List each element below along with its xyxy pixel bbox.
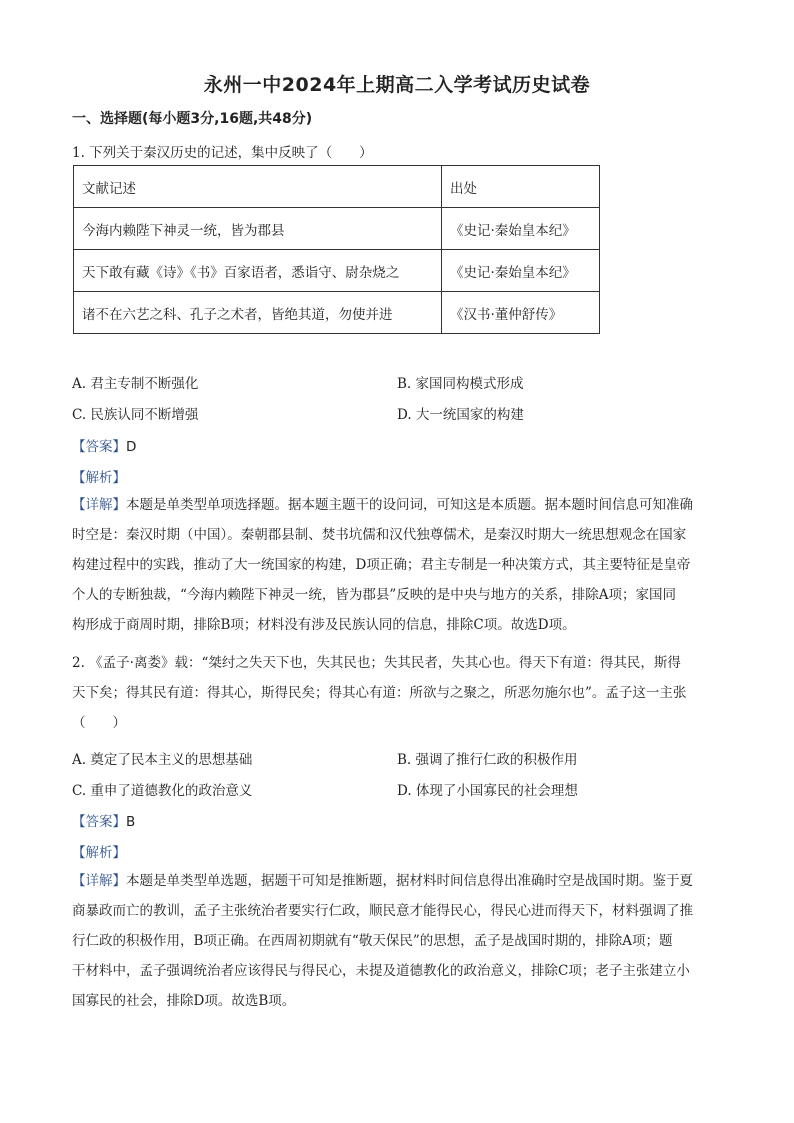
option-a: A. 奠定了民本主义的思想基础 (72, 752, 253, 768)
explanation-line: 【详解】本题是单类型单项选择题。据本题主题干的设问词，可知这是本质题。据本题时间信息可知准确 (72, 497, 693, 513)
answer-label: 【答案】 (72, 814, 126, 830)
explanation-line: 时空是：秦汉时期（中国）。秦朝郡县制、焚书坑儒和汉代独尊儒术，是秦汉时期大一统思想观念在国家 (72, 527, 687, 543)
answer-value: D (126, 439, 137, 455)
option-c: C. 重申了道德教化的政治意义 (72, 783, 253, 799)
option-c: C. 民族认同不断增强 (72, 407, 199, 423)
question-2-stem (72, 648, 722, 738)
table-cell: 《汉书·董仲舒传》 (442, 292, 600, 334)
table-row (74, 250, 600, 292)
table-row (74, 208, 600, 250)
explanation-line: 行仁政的积极作用，B项正确。在西周初期就有“敬天保民”的思想，孟子是战国时期的，排除A项；题 (72, 933, 673, 949)
question-1-explanation (72, 490, 722, 640)
table-cell: 《史记·秦始皇本纪》 (442, 208, 600, 250)
table-header-cell: 文献记述 (74, 166, 442, 208)
explanation-line: 构建过程中的实践，推动了大一统国家的构建，D项正确；君主专制是一种决策方式，其主要特征是皇帝 (72, 557, 691, 573)
question-1-stem: 1. 下列关于秦汉历史的记述，集中反映了（ ） (72, 145, 373, 161)
detail-label: 【详解】 (72, 497, 126, 513)
table-cell: 《史记·秦始皇本纪》 (442, 250, 600, 292)
analysis-label: 【解析】 (72, 470, 126, 486)
analysis-label: 【解析】 (72, 845, 126, 861)
question-2-explanation (72, 866, 722, 1016)
explanation-line: 干材料中，孟子强调统治者应该得民与得民心，未提及道德教化的政治意义，排除C项；老子主张建立小 (72, 963, 690, 979)
answer-line (72, 810, 135, 830)
question-1-source-table (73, 165, 600, 334)
answer-line (72, 435, 136, 455)
explanation-line: 个人的专断独裁，“今海内赖陛下神灵一统，皆为郡县”反映的是中央与地方的关系，排除A项；家国同 (72, 587, 677, 603)
option-d: D. 体现了小国寡民的社会理想 (397, 783, 578, 799)
stem-line: 2. 《孟子·离娄》载：“桀纣之失天下也，失其民也；失其民者，失其心也。得天下有道：得其民，斯得 (72, 655, 681, 671)
stem-line: 天下矣；得其民有道：得其心，斯得民矣；得其心有道：所欲与之聚之，所恶勿施尔也”。孟子这一主张 (72, 685, 687, 701)
option-b: B. 家国同构模式形成 (397, 376, 524, 392)
table-header-row (74, 166, 600, 208)
detail-label: 【详解】 (72, 873, 126, 889)
option-d: D. 大一统国家的构建 (397, 407, 524, 423)
explanation-line: 商暴政而亡的教训，孟子主张统治者要实行仁政，顺民意才能得民心，得民心进而得天下，材料强调了推 (72, 903, 693, 919)
section-heading: 一、选择题(每小题3分,16题,共48分) (72, 111, 313, 127)
table-header-cell: 出处 (442, 166, 600, 208)
table-cell: 天下敢有藏《诗》《书》百家语者，悉诣守、尉杂烧之 (74, 250, 442, 292)
table-cell: 今海内赖陛下神灵一统，皆为郡县 (74, 208, 442, 250)
explanation-line: 构形成于商周时期，排除B项；材料没有涉及民族认同的信息，排除C项。故选D项。 (72, 617, 576, 633)
explanation-line: 国寡民的社会，排除D项。故选B项。 (72, 993, 296, 1009)
page-title: 永州一中2024年上期高二入学考试历史试卷 (203, 74, 591, 96)
option-b: B. 强调了推行仁政的积极作用 (397, 752, 578, 768)
stem-line: （ ） (72, 715, 126, 731)
table-cell: 诸不在六艺之科、孔子之术者，皆绝其道，勿使并进 (74, 292, 442, 334)
answer-label: 【答案】 (72, 439, 126, 455)
option-a: A. 君主专制不断强化 (72, 376, 199, 392)
answer-value: B (126, 814, 136, 830)
explanation-line: 【详解】本题是单类型单选题，据题干可知是推断题，据材料时间信息得出准确时空是战国时期。鉴于夏 (72, 873, 693, 889)
table-row (74, 292, 600, 334)
